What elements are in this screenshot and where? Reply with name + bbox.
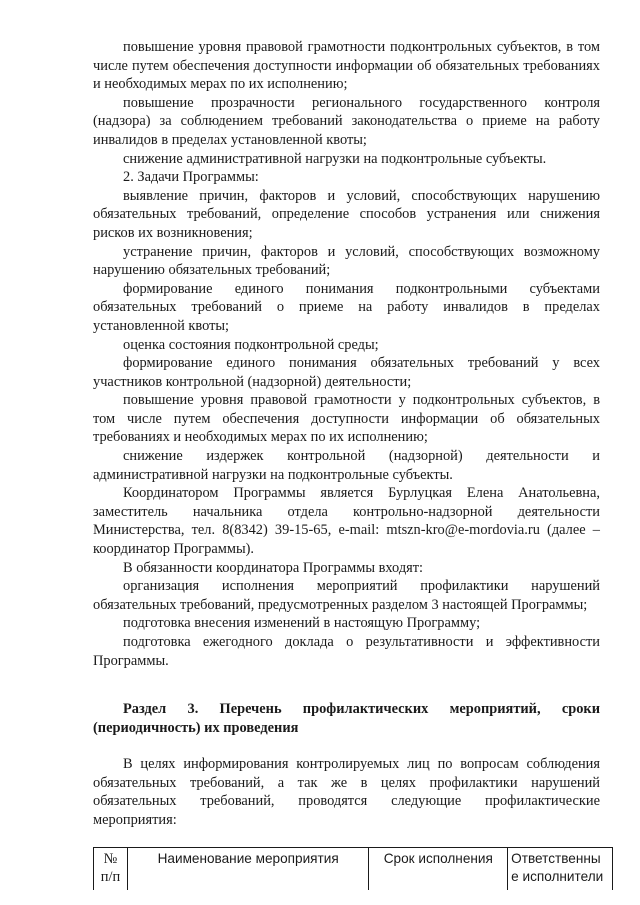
paragraph: формирование единого понимания подконтрольными субъектами обязательных требований о приеме на работу инвалидов в пределах установленной квоты; [93,280,600,334]
paragraph: устранение причин, факторов и условий, способствующих возможному нарушению обязательных требований; [93,243,600,279]
paragraph: повышение уровня правовой грамотности у подконтрольных субъектов, в том числе путем обеспечения доступности информации об обязательных требованиях и необходимых мерах по их исполнению; [93,392,600,446]
subsection-title: 2. Задачи Программы: [123,169,259,186]
intro-paragraph: В целях информирования контролируемых лиц по вопросам соблюдения обязательных требований, а так же в целях профилактики нарушений обязательных требований, проводятся следующие профилактические мероприятия: [93,756,600,828]
body-text [93,38,600,670]
header-term: Срок исполнения [369,847,508,890]
paragraph: подготовка внесения изменений в настоящую Программу; [123,615,481,632]
paragraph: формирование единого понимания обязательных требований у всех участников контрольной (надзорной) деятельности; [93,355,600,390]
paragraph: организация исполнения мероприятий профилактики нарушений обязательных требований, предусмотренных разделом 3 настоящей Программы; [93,578,600,613]
paragraph: снижение издержек контрольной (надзорной) деятельности и административной нагрузки на подконтрольные субъекты. [93,448,600,483]
paragraph: подготовка ежегодного доклада о результативности и эффективности Программы. [93,634,600,669]
paragraph: снижение административной нагрузки на подконтрольные субъекты. [123,150,547,167]
table-header-row [94,847,613,890]
measures-table [93,847,613,890]
header-responsible: Ответственны е исполнители [508,847,613,890]
coordinator-paragraph: Координатором Программы является Бурлуцкая Елена Анатольевна, заместитель начальника отдела контрольно-надзорной деятельности Министерства, тел. 8(8342) 39-15-65, e-mail: mtszn-kro@e-mordovia.ru (далее – координатор Программы). [93,485,600,558]
header-name: Наименование мероприятия [127,847,369,890]
paragraph: выявление причин, факторов и условий, способствующих нарушению обязательных требований, определение способов устранения или снижения рисков их возникновения; [93,187,600,241]
paragraph: повышение прозрачности регионального государственного контроля (надзора) за соблюдением требований законодательства о приеме на работу инвалидов в пределах установленной квоты; [93,94,600,148]
paragraph: оценка состояния подконтрольной среды; [123,336,379,353]
paragraph: повышение уровня правовой грамотности подконтрольных субъектов, в том числе путем обеспечения доступности информации об обязательных требованиях и необходимых мерах по их исполнению; [93,39,600,93]
paragraph: В обязанности координатора Программы входят: [123,559,424,576]
header-number: № п/п [94,847,128,890]
section-heading: Раздел 3. Перечень профилактических мероприятий, сроки (периодичность) их проведения [93,701,600,737]
